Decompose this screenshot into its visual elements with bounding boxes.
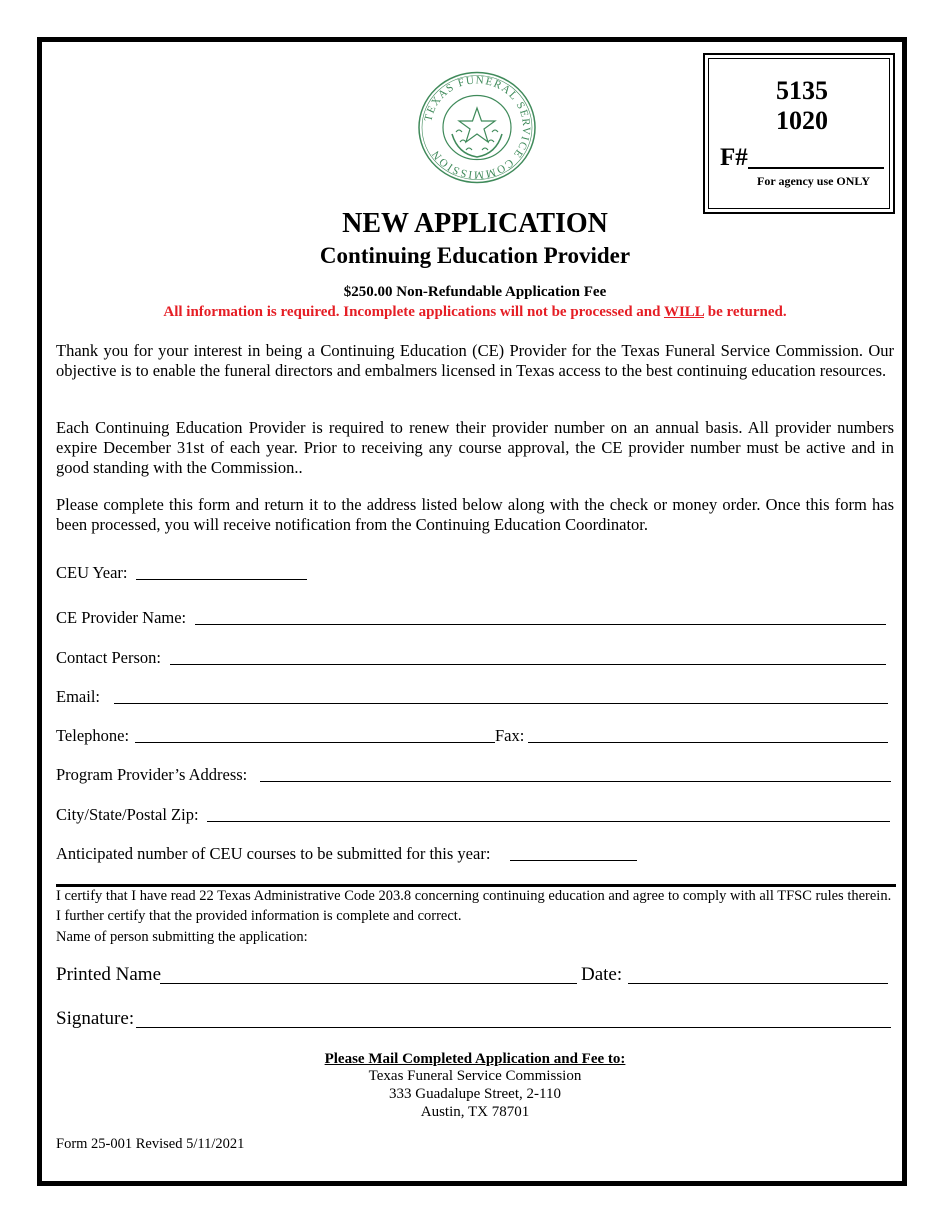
email-label: Email: xyxy=(56,687,100,706)
city-state-zip-label: City/State/Postal Zip: xyxy=(56,805,199,824)
address-input[interactable] xyxy=(260,781,891,782)
address-label: Program Provider’s Address: xyxy=(56,765,248,784)
agency-code-2: 1020 xyxy=(776,106,828,135)
form-revision-id: Form 25-001 Revised 5/11/2021 xyxy=(56,1136,245,1152)
warning-emphasis: WILL xyxy=(663,304,704,320)
signature-label: Signature: xyxy=(56,1008,135,1029)
telephone-input[interactable] xyxy=(135,742,495,743)
intro-paragraph-1: Thank you for your interest in being a Continuing Education (CE) Provider for the Texas Funeral Service Commission. Our objective is to enable the funeral directors and embalmers licensed in Texas access to the best continuing education resources. xyxy=(56,341,894,380)
intro-paragraph-3: Please complete this form and return it to the address listed below along with the check or money order. Once this form has been processed, you will receive notification from the Continuing Education Coordinator. xyxy=(56,495,894,534)
telephone-label: Telephone: xyxy=(56,726,130,745)
fee-notice: $250.00 Non-Refundable Application Fee xyxy=(343,284,607,300)
submitter-name-prompt: Name of person submitting the application: xyxy=(56,929,308,945)
date-input[interactable] xyxy=(628,983,888,984)
date-label: Date: xyxy=(581,964,623,985)
mailing-heading: Please Mail Completed Application and Fee to: xyxy=(324,1051,626,1067)
page-subtitle: Continuing Education Provider xyxy=(319,243,631,268)
file-number-line[interactable] xyxy=(748,167,884,169)
ceu-year-label: CEU Year: xyxy=(56,563,128,582)
mailing-address-line-1: Texas Funeral Service Commission xyxy=(368,1068,582,1084)
provider-name-input[interactable] xyxy=(195,624,886,625)
warning-text-after: be returned. xyxy=(704,304,787,320)
agency-code-1: 5135 xyxy=(776,76,828,105)
printed-name-input[interactable] xyxy=(160,983,577,984)
certification-statement: I certify that I have read 22 Texas Administrative Code 203.8 concerning continuing education and agree to comply with all TFSC rules therein. I further certify that the provided information is complete and correct. xyxy=(56,888,892,924)
file-number-label: F# xyxy=(720,144,748,171)
required-warning xyxy=(0,304,950,321)
contact-person-label: Contact Person: xyxy=(56,648,161,667)
fax-label: Fax: xyxy=(495,726,525,745)
mailing-address-line-2: 333 Guadalupe Street, 2-110 xyxy=(389,1086,561,1102)
course-count-label: Anticipated number of CEU courses to be submitted for this year: xyxy=(56,844,491,863)
provider-name-label: CE Provider Name: xyxy=(56,608,187,627)
mailing-address-line-3: Austin, TX 78701 xyxy=(420,1104,530,1120)
seal-text: TEXAS FUNERAL SERVICE COMMISSION xyxy=(422,74,533,181)
warning-text-before: All information is required. Incomplete applications will not be processed and xyxy=(163,304,664,320)
fax-input[interactable] xyxy=(528,742,888,743)
printed-name-label: Printed Name xyxy=(56,964,162,985)
page-title: NEW APPLICATION xyxy=(342,208,608,239)
tfsc-seal-logo xyxy=(416,70,538,185)
email-input[interactable] xyxy=(114,703,888,704)
intro-paragraph-2: Each Continuing Education Provider is required to renew their provider number on an annual basis. All provider numbers expire December 31st of each year. Prior to receiving any course approval, the CE provider number must be active and in good standing with the Commission.. xyxy=(56,418,894,477)
course-count-input[interactable] xyxy=(510,860,637,861)
signature-input[interactable] xyxy=(136,1027,891,1028)
ceu-year-input[interactable] xyxy=(136,579,307,580)
agency-use-note: For agency use ONLY xyxy=(757,174,871,188)
contact-person-input[interactable] xyxy=(170,664,886,665)
city-state-zip-input[interactable] xyxy=(207,821,890,822)
